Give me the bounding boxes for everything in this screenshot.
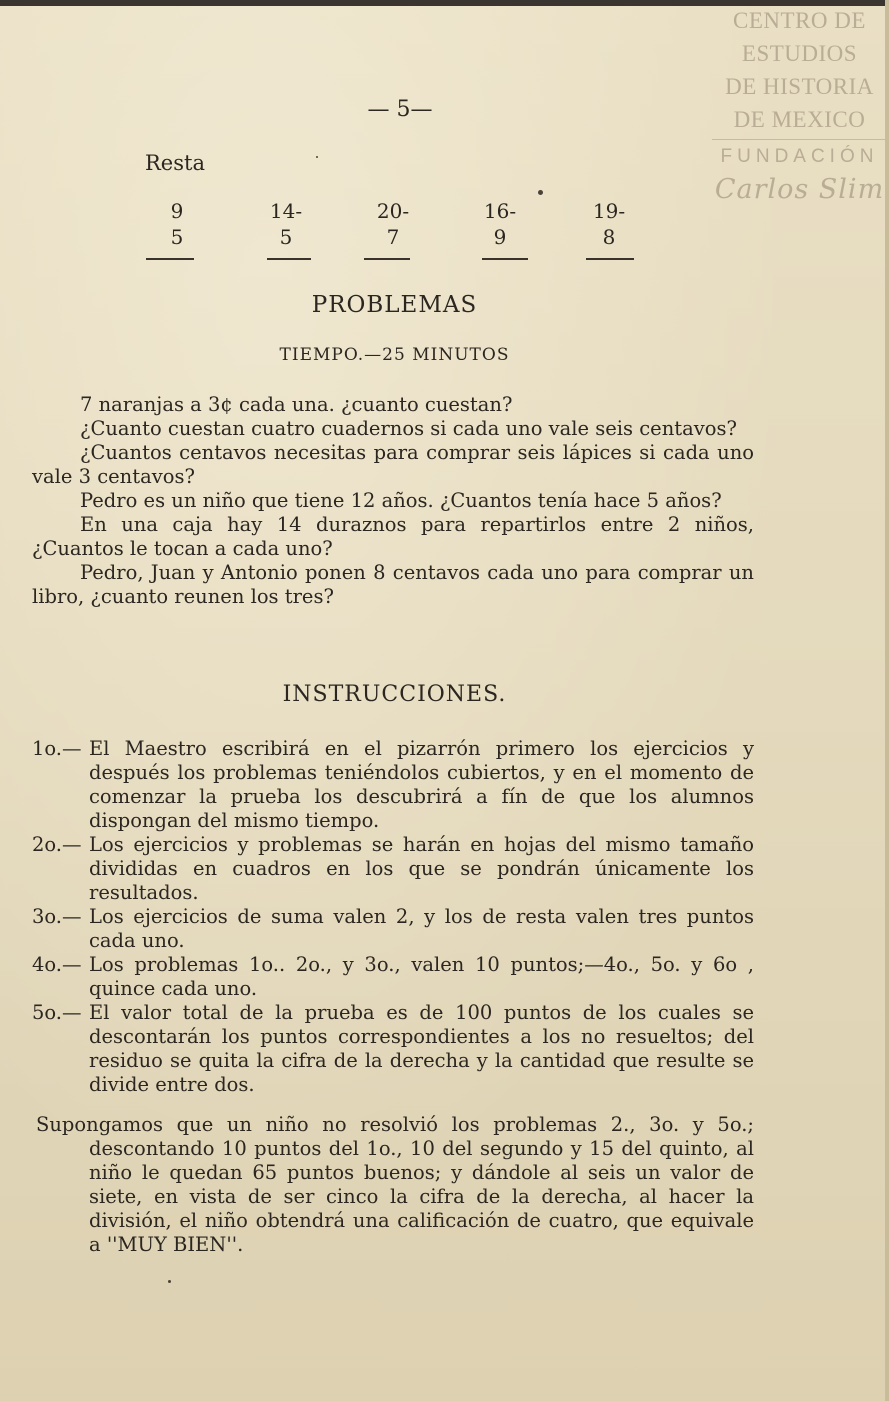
watermark-line: ESTUDIOS — [741, 41, 858, 66]
problem-item: Pedro, Juan y Antonio ponen 8 centavos cada uno para comprar un libro, ¿cuanto reunen los tres? — [32, 561, 754, 608]
problem-item: En una caja hay 14 duraznos para repartirlos entre 2 niños, ¿Cuantos le tocan a cada uno? — [32, 513, 754, 560]
instruction-text: El valor total de la prueba es de 100 puntos de los cuales se descontarán los puntos correspondientes a los no resueltos; del residuo se quita la cifra de la derecha y la cantidad que resulte se divide entre dos. — [89, 1001, 754, 1096]
instruction-number: 5o.— — [32, 1001, 82, 1024]
instruction-text: El Maestro escribirá en el pizarrón primero los ejercicios y después los problemas teniéndolos cubiertos, y en el momento de comenzar la prueba los descubrirá a fín de que los alumnos dispongan del mismo tiempo. — [89, 737, 754, 832]
watermark-line: CENTRO DE — [733, 8, 866, 33]
watermark-line: DE MEXICO — [733, 107, 866, 132]
problem-item: 7 naranjas a 3¢ cada una. ¿cuanto cuestan? — [80, 393, 513, 416]
subtraction-column — [584, 198, 634, 250]
instrucciones-heading: INSTRUCCIONES. — [282, 682, 507, 707]
answer-line — [586, 258, 634, 260]
example-paragraph: Supongamos que un niño no resolvió los problemas 2., 3o. y 5o.; descontando 10 puntos del 1o., 10 del segundo y 15 del quinto, al niño le quedan 65 puntos buenos; y dándole al seis un valor de siete, en vista de ser cinco la cifra de la derecha, al hacer la división, el niño obtendrá una calificación de cuatro, que equivale a ''MUY BIEN''. — [36, 1113, 754, 1256]
instruction-text: Los problemas 1o.. 2o., y 3o., valen 10 puntos;—4o., 5o. y 6o , quince cada uno. — [89, 953, 754, 1000]
instruction-item — [32, 1001, 754, 1097]
answer-line — [482, 258, 528, 260]
scan-right-edge — [885, 0, 889, 1401]
problem-item: Pedro es un niño que tiene 12 años. ¿Cuantos tenía hace 5 años? — [80, 489, 722, 512]
watermark-signature: Carlos Slim — [714, 174, 885, 205]
instruction-item — [32, 737, 754, 833]
problem-item: ¿Cuantos centavos necesitas para comprar seis lápices si cada uno vale 3 centavos? — [32, 441, 754, 488]
minuend: 20- — [376, 199, 410, 223]
paper-speck — [316, 156, 318, 158]
archive-watermark — [712, 4, 887, 210]
watermark-line: DE HISTORIA — [725, 74, 874, 99]
minuend: 9 — [170, 199, 184, 223]
paper-speck — [168, 1280, 171, 1283]
minuend: 19- — [592, 199, 626, 223]
subtrahend: 5 — [170, 225, 184, 249]
minuend: 14- — [269, 199, 303, 223]
instructions-list — [32, 737, 754, 1097]
subtraction-column — [475, 198, 525, 250]
instruction-item — [32, 833, 754, 905]
answer-line — [364, 258, 410, 260]
subtraction-column — [152, 198, 202, 250]
problemas-heading: PROBLEMAS — [311, 292, 478, 318]
subtrahend: 9 — [493, 225, 507, 249]
answer-line — [267, 258, 311, 260]
answer-line — [146, 258, 194, 260]
page-number: — 5— — [367, 97, 433, 122]
instruction-item — [32, 905, 754, 953]
minuend: 16- — [483, 199, 517, 223]
subtraction-column — [368, 198, 418, 250]
instruction-text: Los ejercicios y problemas se harán en hojas del mismo tamaño divididas en cuadros en los que se pondrán únicamente los resultados. — [89, 833, 754, 904]
problems-list — [32, 393, 754, 609]
subtraction-exercises — [145, 198, 645, 268]
subtrahend: 7 — [386, 225, 400, 249]
resta-label: Resta — [145, 151, 205, 175]
instruction-text: Los ejercicios de suma valen 2, y los de resta valen tres puntos cada uno. — [89, 905, 754, 952]
instruction-number: 1o.— — [32, 737, 82, 760]
instruction-number: 2o.— — [32, 833, 82, 856]
subtrahend: 8 — [602, 225, 616, 249]
instruction-number: 4o.— — [32, 953, 82, 976]
time-limit: TIEMPO.—25 MINUTOS — [279, 345, 510, 365]
problem-item: ¿Cuanto cuestan cuatro cuadernos si cada uno vale seis centavos? — [80, 417, 737, 440]
paper-speck — [538, 190, 543, 195]
instruction-number: 3o.— — [32, 905, 82, 928]
subtraction-column — [261, 198, 311, 250]
watermark-rule — [712, 139, 887, 140]
subtrahend: 5 — [279, 225, 293, 249]
instruction-item — [32, 953, 754, 1001]
watermark-foundation: FUNDACIÓN — [720, 146, 879, 167]
